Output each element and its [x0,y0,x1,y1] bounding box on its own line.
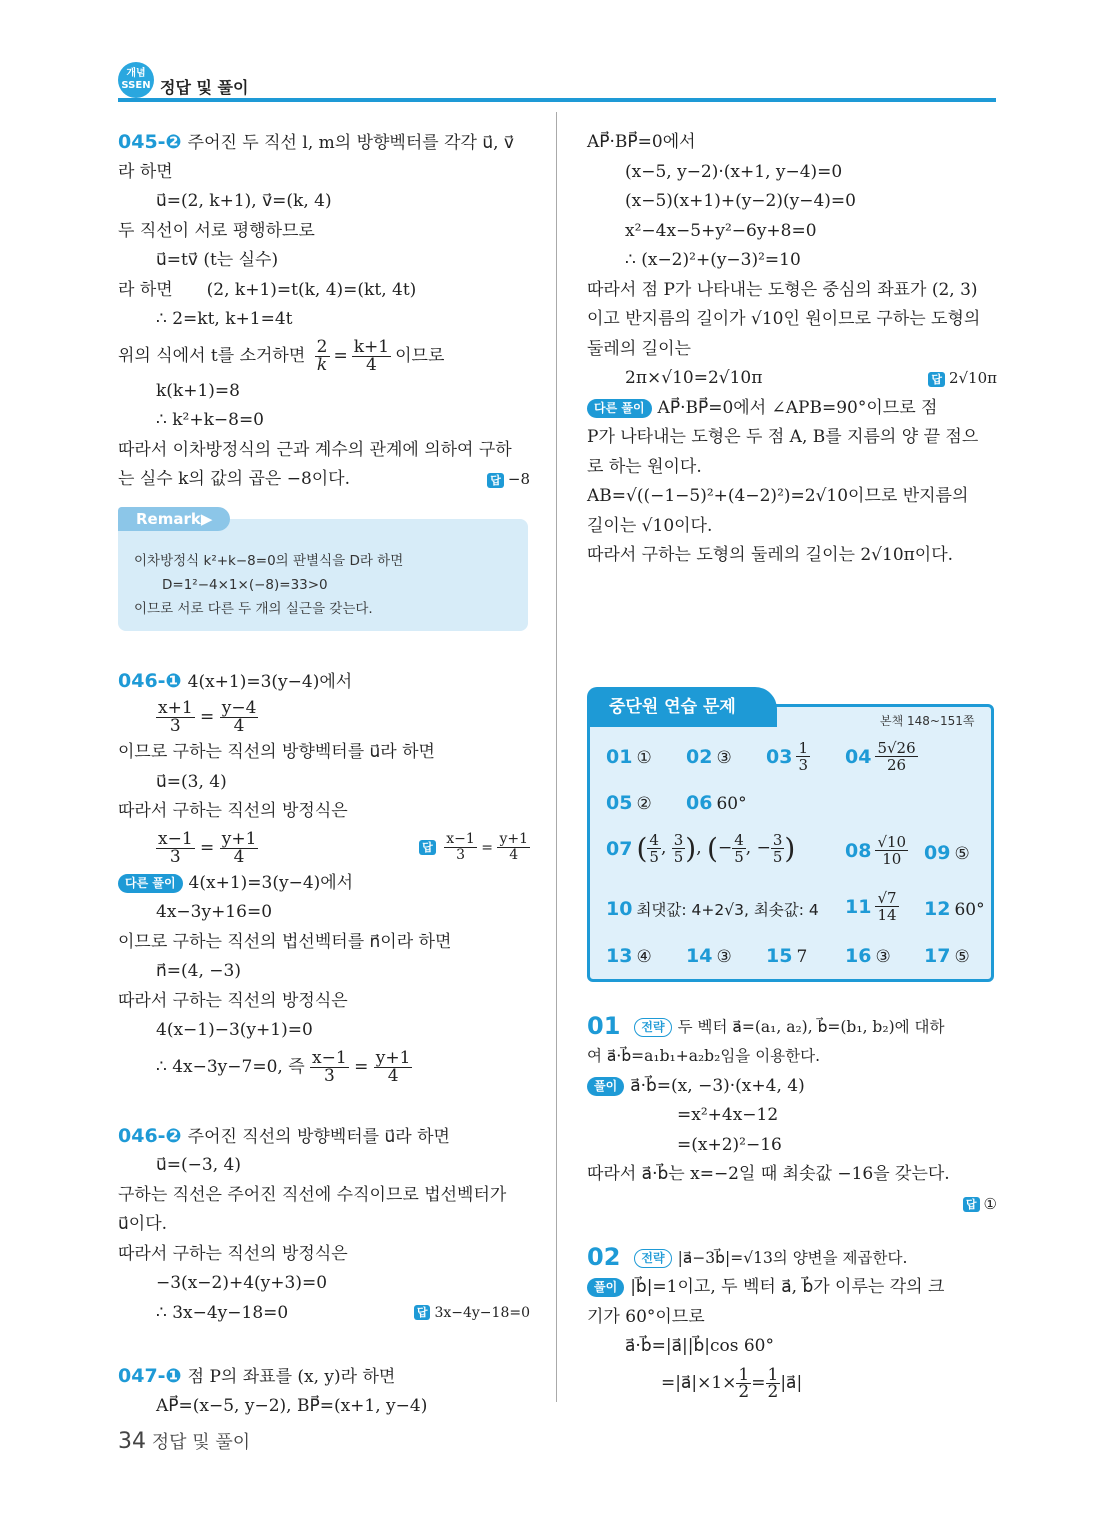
text-line: P가 나타내는 도형은 두 점 A, B를 지름의 양 끝 점으 [587,427,979,447]
equation-line: =(x+2)²−16 [677,1134,782,1155]
equation-part: |a⃗| [780,1372,803,1393]
page-footer [118,1428,250,1454]
answer-number: 15 [766,945,793,967]
fraction-denominator: 3 [798,756,808,774]
fraction-numerator: x−1 [446,831,475,847]
answer-value: ⑤ [954,947,970,967]
answer-value: ④ [636,947,652,967]
fraction-denominator: 5 [673,848,684,866]
fraction-denominator: 5 [649,848,659,866]
answer-item-16 [845,945,891,967]
fraction-line-with-answer: $\frac{x-1}{3}$ = $\frac{y+1}{4}$ 답 $\frac{x-1}{3}$ = $\frac{y+1}{4}$ [158,828,528,867]
equation-line: (x−5)(x+1)+(y−2)(y−4)=0 [625,191,856,211]
fraction [796,740,810,773]
fraction-denominator: 3 [323,1065,335,1086]
text-line-with-answer [118,465,530,495]
problem-number: 047-❶ [118,1365,182,1387]
text-line: 따라서 구하는 도형의 둘레의 길이는 2√10π이다. [587,545,954,565]
text-line: 이므로 구하는 직선의 방향벡터를 u⃗라 하면 [118,742,435,762]
answer-item-02 [686,746,732,768]
solution-01-header [587,1010,997,1042]
answer-item-01 [606,746,652,768]
alt-solution-header [118,869,530,899]
answer-item-08 [845,834,908,867]
fraction [732,832,746,865]
fraction-numerator: 3 [673,831,684,849]
fraction-denominator: 2 [767,1381,779,1402]
logo-bottom-text: SSEN [121,80,151,91]
alt-solution-tag: 다른 풀이 [118,874,183,893]
answer-tag: 답 [928,372,945,387]
fraction-numerator: √7 [877,889,897,907]
answer-item-14 [686,945,732,967]
answer-item-10 [606,898,819,920]
text-line: u⃗이다. [118,1214,168,1234]
equation-line: ∴ (x−2)²+(y−3)²=10 [625,250,801,270]
fraction-numerator: x−1 [158,828,193,849]
answer-number: 05 [606,792,633,814]
fraction-line: 위의 식에서 t를 소거하면 $\frac{2}{k}$ = $\frac{k+1}{4}$ 이므로 [118,336,445,375]
fraction-denominator: 4 [387,1065,399,1086]
fraction-denominator: 4 [233,846,245,867]
text-line: AB=√((−1−5)²+(4−2)²)=2√10이므로 반지름의 [587,486,969,506]
fraction-denominator: 26 [887,756,907,774]
text-line: 위의 식에서 t를 소거하면 [118,345,306,366]
fraction-denominator: 4 [366,354,377,375]
answer-value: ⑤ [954,844,970,864]
answer-number: 09 [924,842,951,864]
page-number: 34 [118,1429,146,1454]
text-line: 둘레의 길이는 [587,338,691,359]
fraction-denominator: 3 [169,716,181,736]
problem-number: 046-❷ [118,1124,182,1147]
answer-number: 11 [845,895,872,918]
equation-line: 4(x−1)−3(y+1)=0 [156,1020,313,1040]
fraction-denominator: 5 [734,848,744,866]
answer-tag: 답 [419,840,436,855]
fraction [766,1364,781,1402]
logo-top-text: 개념 [126,68,146,79]
fraction-numerator: 1 [798,739,808,757]
fraction [374,1047,413,1086]
answer-number: 02 [686,746,713,768]
answer-value: ② [636,794,652,814]
equation-line: ∴ 2=kt, k+1=4t [156,309,293,329]
text-line: 따라서 구하는 직선의 방정식은 [118,990,348,1011]
equation-line: u⃗=tv⃗ (t는 실수) [156,250,279,270]
equation-line: a⃗·b⃗=(x, −3)·(x+4, 4) [630,1075,805,1096]
text-line: 두 벡터 a⃗=(a₁, a₂), b⃗=(b₁, b₂)에 대하 [677,1018,945,1036]
text-line: 주어진 직선의 방향벡터를 u⃗라 하면 [187,1126,450,1147]
logo [118,62,154,98]
equation-line: (x−5, y−2)·(x+1, y−4)=0 [625,161,843,182]
solution-tag: 풀이 [587,1077,624,1096]
fraction-line [587,1362,997,1404]
fraction-denominator: 3 [456,847,465,863]
equation-line: ∴ 4x−3y−7=0, 즉 [156,1056,305,1077]
fraction-denominator: k [316,354,328,375]
alt-solution-tag: 다른 풀이 [587,399,652,418]
answer-number: 17 [924,945,951,967]
fraction [672,832,686,865]
equation-line: u⃗=(3, 4) [156,771,227,792]
answer-number: 12 [924,898,951,920]
text-line: 주어진 두 직선 l, m의 방향벡터를 각각 u⃗, v⃗ [187,133,514,153]
fraction-numerator: 1 [767,1364,779,1385]
text-line: 점 P의 좌표를 (x, y)라 하면 [187,1367,396,1387]
answer-item-06 [686,792,747,814]
fraction-denominator: 14 [877,906,897,924]
fraction-numerator: 3 [772,831,783,849]
equation-line: 4(x+1)=3(y−4)에서 [188,872,354,893]
fraction [497,832,530,863]
remark-line: 이차방정식 k²+k−8=0의 판별식을 D라 하면 [134,552,404,569]
answer-value: 2√10π [948,369,997,387]
fraction [736,1364,751,1402]
equation-line: AP⃗=(x−5, y−2), BP⃗=(x+1, y−4) [156,1395,428,1416]
equation-line: u⃗=(−3, 4) [156,1155,241,1175]
answer-line [587,1190,997,1220]
fraction [310,1047,349,1086]
answer-item-07: 07 ( $\frac{4}{5}$ , $\frac{3}{5}$ ), (− $\frac{4}{5}$ , − $\frac{3}{5}$ ) [606,831,796,866]
fraction-numerator: x−1 [312,1047,347,1068]
fraction-numerator: k+1 [353,336,390,357]
answer-number: 10 [606,898,633,920]
fraction [220,700,259,735]
equation-line: n⃗=(4, −3) [156,961,241,981]
answer-number: 01 [606,746,633,768]
equation-line: u⃗=(2, k+1), v⃗=(k, 4) [156,191,332,211]
answer [928,364,997,394]
solution-line [587,1072,997,1102]
text-line: 따라서 이차방정식의 근과 계수의 관계에 의하여 구하 [118,439,512,460]
fraction-numerator: y−4 [221,698,257,718]
text-line: 는 실수 k의 값의 곱은 −8이다. [118,469,351,489]
summary-book-reference: 본책 148~151쪽 [880,714,975,728]
problem-number: 046-❶ [118,669,182,692]
answer-value: ① [983,1194,997,1213]
strategy-tag: 전략 [634,1249,671,1268]
remark-line: D=1²−4×1×(−8)=33>0 [162,576,328,593]
equation-line: −3(x−2)+4(y+3)=0 [156,1273,328,1293]
fraction [875,740,917,773]
solution-tag: 풀이 [587,1278,624,1297]
answer-value: 최댓값: 4+2√3, 최솟값: 4 [636,901,819,919]
equation-part: =|a⃗|×1× [661,1372,737,1393]
problem-046-1-header [118,667,530,697]
equation-line: AP⃗·BP⃗=0에서 [587,132,696,152]
equation-line: k(k+1)=8 [156,380,240,401]
problem-number: 045-❷ [118,131,182,153]
answer-item-12 [924,898,985,920]
answer-item-05 [606,792,652,814]
fraction-numerator: y+1 [221,828,257,849]
fraction-k-plus-1-over-4 [352,336,391,375]
fraction-numerator: 4 [734,831,744,849]
answer [487,465,530,495]
remark-box [118,509,528,631]
fraction-numerator: √10 [877,833,907,851]
answer-tag: 답 [963,1197,980,1212]
problem-045-2-header [118,128,530,158]
answer-value: ③ [716,947,732,967]
answer-number: 04 [845,745,872,768]
text-line: 따라서 구하는 직선의 방정식은 [118,1243,348,1264]
text-line: 따라서 구하는 직선의 방정식은 [118,801,348,821]
answer-number: 03 [766,745,793,768]
column-divider [556,112,557,1402]
problem-046-2-header [118,1122,530,1152]
equation-line: =x²+4x−12 [677,1105,779,1125]
alt-solution-header [587,394,997,424]
equation-line: 4(x+1)=3(y−4)에서 [187,671,353,692]
solutions-section [587,1010,997,1404]
text-line: 이므로 구하는 직선의 법선벡터를 n⃗이라 하면 [118,931,452,952]
fraction-numerator: 5√26 [877,739,916,757]
fraction [875,890,898,923]
answer-tag: 답 [414,1305,431,1320]
answer-value: ③ [716,748,732,768]
equation-line: ∴ k²+k−8=0 [156,410,265,430]
text-line: 길이는 √10이다. [587,515,713,536]
answer-number: 07 [606,837,633,860]
page-header-title: 정답 및 풀이 [160,78,249,97]
fraction [647,832,661,865]
text-line: 따라서 a⃗·b⃗는 x=−2일 때 최솟값 −16을 갖는다. [587,1164,950,1184]
equation-line: 2π×√10=2√10π [625,368,763,388]
fraction [156,828,195,867]
answer-number: 16 [845,945,872,967]
text-line: 기가 60°이므로 [587,1306,705,1327]
answer-item-11 [845,890,899,923]
answer-value: 3x−4y−18=0 [434,1304,530,1321]
fraction-2-over-k [315,336,330,375]
left-column [118,128,530,1421]
fraction-numerator: y+1 [499,831,528,847]
answer-item-13 [606,945,652,967]
text-line: 이고 반지름의 길이가 √10인 원이므로 구하는 도형의 [587,309,981,329]
equation-line: ∴ 3x−4y−18=0 [156,1302,289,1323]
fraction-numerator: 4 [649,831,659,849]
text-line: 따라서 점 P가 나타내는 도형은 중심의 좌표가 (2, 3) [587,279,978,300]
fraction-numerator: y+1 [375,1047,411,1068]
text-line: |b⃗|=1이고, 두 벡터 a⃗, b⃗가 이루는 각의 크 [630,1277,945,1297]
fraction-line: $\frac{x+1}{3}$ = $\frac{y-4}{4}$ [158,698,257,736]
fraction-numerator: 1 [738,1364,750,1385]
text-line: 두 직선이 서로 평행하므로 [118,220,315,241]
equation-line-with-answer [587,364,997,394]
answer-value: 60° [716,794,747,814]
fraction [156,700,195,735]
equation-line-with-answer [118,1299,530,1329]
summary-title: 중단원 연습 문제 [587,687,777,727]
answer-number: 08 [845,839,872,862]
text-line: 라 하면 [118,161,173,182]
text-line: 이므로 [395,345,445,366]
equation-line: a⃗·b⃗=|a⃗||b⃗|cos 60° [625,1336,774,1356]
fraction-denominator: 2 [738,1381,750,1402]
fraction-denominator: 5 [772,848,783,866]
answer-item-17 [924,945,970,967]
fraction-numerator: 2 [316,336,328,357]
text-line: AP⃗·BP⃗=0에서 ∠APB=90°이므로 점 [657,397,938,418]
strategy-tag: 전략 [634,1018,671,1037]
answer-item-04 [845,740,918,773]
solution-number: 02 [587,1243,621,1271]
right-column [587,128,997,571]
text-line: 여 a⃗·b⃗=a₁b₁+a₂b₂임을 이용한다. [587,1047,821,1065]
answer-item-15 [766,945,807,967]
fraction-line: ∴ 4x−3y−7=0, 즉 $\frac{x-1}{3}$ = $\frac{y+1}{4}$ [156,1047,411,1086]
equation-line: x²−4x−5+y²−6y+8=0 [625,220,817,241]
fraction-denominator: 10 [882,850,902,868]
fraction-denominator: 4 [233,716,245,736]
remark-tag: Remark▶ [118,507,230,531]
fraction [771,832,785,865]
text-line: 구하는 직선은 주어진 직선에 수직이므로 법선벡터가 [118,1184,507,1205]
remark-line: 이므로 서로 다른 두 개의 실근을 갖는다. [134,600,373,617]
problem-047-1-header [118,1362,530,1392]
answer-value: 60° [954,900,985,920]
fraction [444,832,477,863]
fraction-denominator: 3 [169,846,181,867]
solution-02-header [587,1241,997,1273]
answer [963,1190,997,1220]
answer-item-03 [766,740,810,773]
answer-number: 13 [606,945,633,967]
header-rule [118,98,996,102]
solution-line [587,1273,997,1303]
answer-item-09 [924,842,970,864]
fraction [220,828,259,867]
text-line: 로 하는 원이다. [587,456,702,477]
footer-label: 정답 및 풀이 [151,1432,251,1453]
answer [414,1299,530,1329]
answer-value: −8 [507,470,530,488]
fraction [875,834,908,867]
answer-number: 06 [686,792,713,814]
equation-line: 라 하면 (2, k+1)=t(k, 4)=(kt, 4t) [118,279,417,300]
text-line: |a⃗−3b⃗|=√13의 양변을 제곱한다. [677,1249,908,1267]
answer-number: 14 [686,945,713,967]
answer-value: ① [636,748,652,768]
fraction-numerator: x+1 [158,698,193,718]
solution-number: 01 [587,1012,621,1040]
equation-part: = [751,1372,766,1393]
answer: 답 $\frac{x-1}{3}$ = $\frac{y+1}{4}$ [419,827,530,869]
equation-line: 4x−3y+16=0 [156,902,273,922]
answer-tag: 답 [487,473,504,488]
answer-value: 7 [796,947,808,967]
answer-value: ③ [875,947,891,967]
fraction-denominator: 4 [509,847,519,863]
